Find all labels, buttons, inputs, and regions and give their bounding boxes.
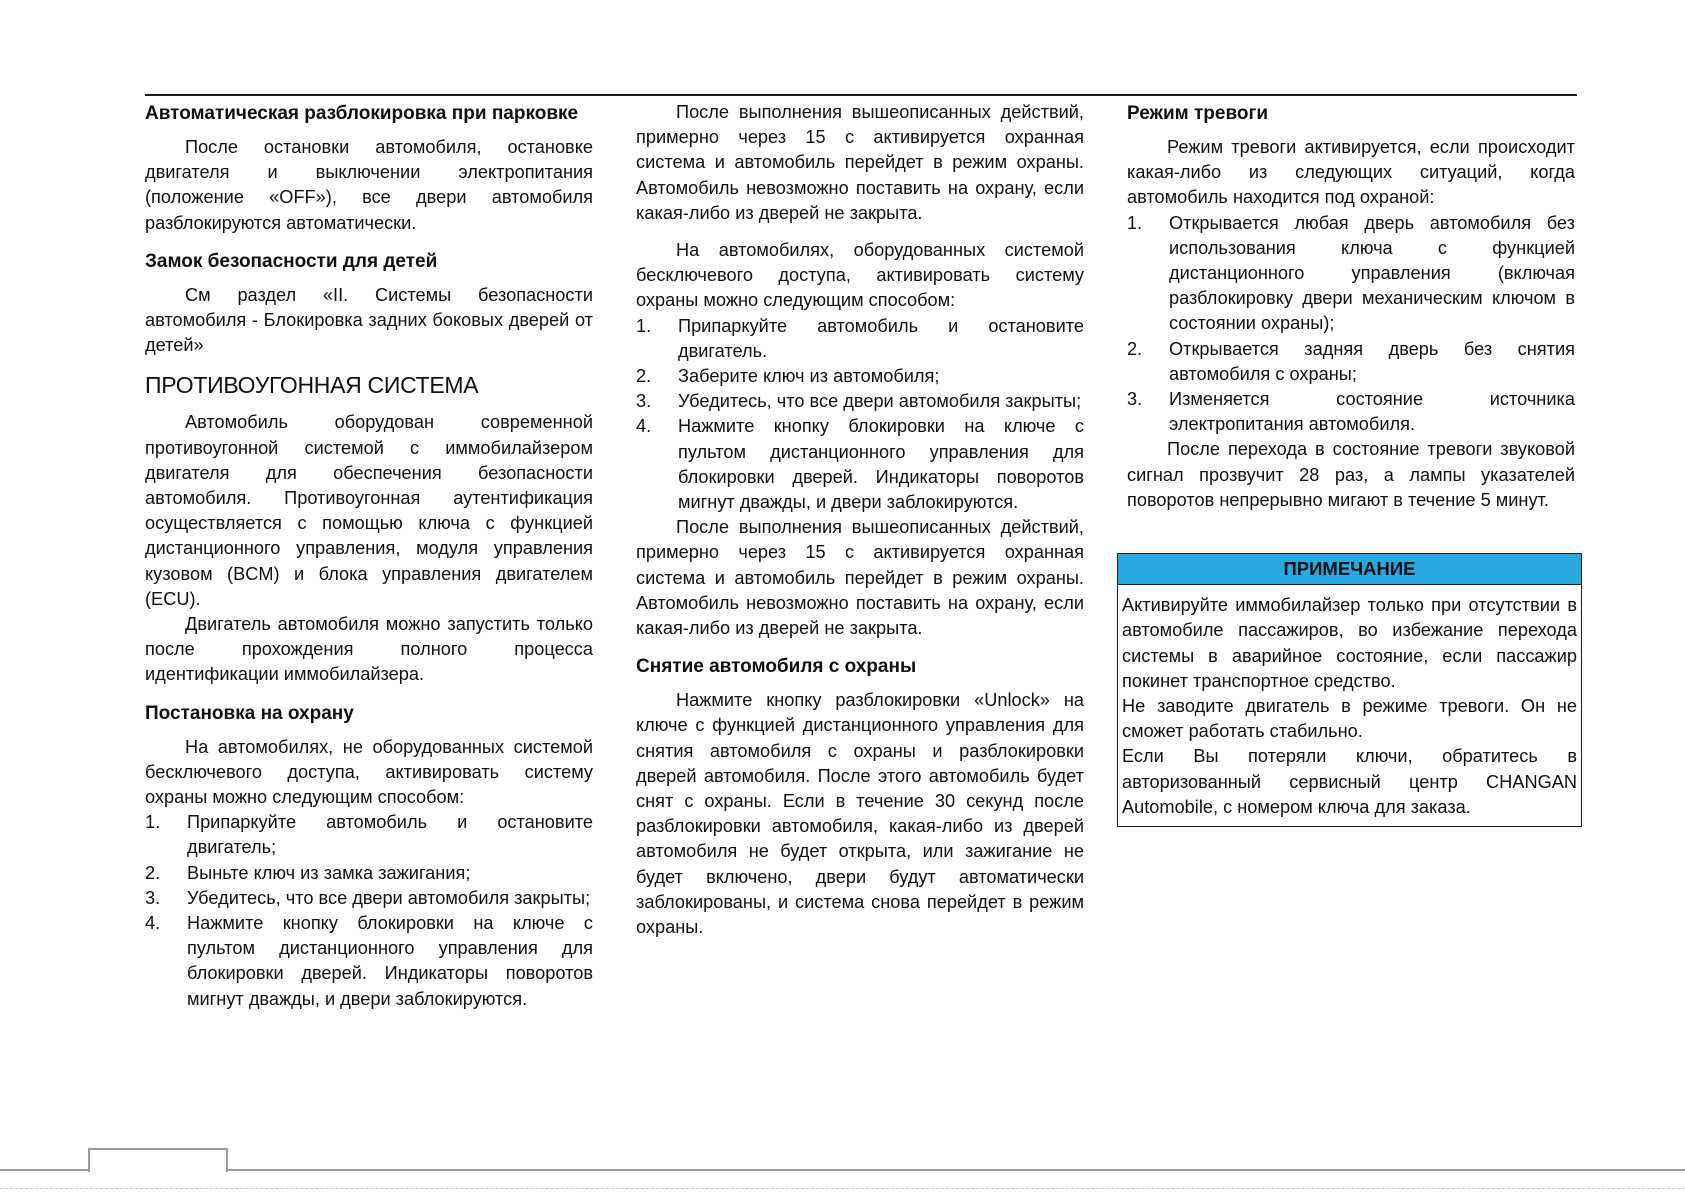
list-number: 2. <box>1127 338 1143 359</box>
heading-disarm: Снятие автомобиля с охраны <box>636 656 917 678</box>
list-number: 3. <box>145 887 161 908</box>
heading-auto-unlock: Автоматическая разблокировка при парковке <box>145 103 579 124</box>
paragraph-antitheft-1: Автомобиль оборудован современной противоугонной системой с иммобилайзером двигателя для обеспечения безопасности автомобиля. Противоугонная аутентификация осуществляется с помощью ключа с функцией дистанционного управления, модуля управления кузовом (BCM) и блока управления двигателем (ECU). <box>145 412 593 609</box>
note-body <box>1118 585 1581 826</box>
list-text: Убедитесь, что все двери автомобиля закрыты; <box>187 887 591 908</box>
list-item <box>145 886 593 911</box>
paragraph-after-arm-2: После выполнения вышеописанных действий, примерно через 15 с активируется охранная система и автомобиль перейдет в режим охраны. Автомобиль невозможно поставить на охрану, если какая-либо из дверей не закрыта. <box>636 517 1084 639</box>
list-text: Открывается задняя дверь без снятия автомобиля с охраны; <box>1169 338 1575 384</box>
paragraph-antitheft-2: Двигатель автомобиля можно запустить только после прохождения полного процесса идентификации иммобилайзера. <box>145 614 593 685</box>
note-paragraph-1: Активируйте иммобилайзер только при отсутствии в автомобиле пассажиров, во избежание перехода системы в аварийное состояние, если пассажир покинет транспортное средство. <box>1122 595 1577 691</box>
heading-child-lock: Замок безопасности для детей <box>145 250 438 272</box>
column-left <box>145 100 593 1012</box>
list-item <box>1127 211 1575 337</box>
list-item <box>636 389 1084 414</box>
paragraph-alarm-2: После перехода в состояние тревоги звуковой сигнал прозвучит 28 раз, а лампы указателей поворотов непрерывно мигают в течение 5 минут. <box>1127 439 1575 510</box>
list-number: 4. <box>145 913 161 934</box>
list-text: Выньте ключ из замка зажигания; <box>187 862 471 883</box>
top-rule <box>145 94 1577 96</box>
note-paragraph-2: Не заводите двигатель в режиме тревоги. Он не сможет работать стабильно. <box>1122 696 1577 742</box>
paragraph-keyless: На автомобилях, оборудованных системой бесключевого доступа, активировать систему охраны можно следующим способом: <box>636 240 1084 311</box>
note-paragraph-3: Если Вы потеряли ключи, обратитесь в авторизованный сервисный центр CHANGAN Automobile, с номером ключа для заказа. <box>1122 746 1577 817</box>
column-middle <box>636 100 1084 940</box>
list-number: 2. <box>145 862 161 883</box>
list-text: Убедитесь, что все двери автомобиля закрыты; <box>678 391 1082 412</box>
list-item <box>145 861 593 886</box>
list-number: 3. <box>1127 389 1143 410</box>
note-box <box>1117 553 1582 827</box>
list-item <box>145 810 593 860</box>
list-text: Нажмите кнопку блокировки на ключе с пультом дистанционного управления для блокировки дверей. Индикаторы поворотов мигнут дважды, и двери заблокируются. <box>678 416 1084 513</box>
list-number: 4. <box>636 416 652 437</box>
list-number: 1. <box>145 812 161 833</box>
paragraph-child-lock: См раздел «II. Системы безопасности автомобиля - Блокировка задних боковых дверей от детей» <box>145 284 593 356</box>
list-number: 1. <box>636 315 652 336</box>
list-text: Заберите ключ из автомобиля; <box>678 366 940 387</box>
heading-alarm: Режим тревоги <box>1127 103 1269 124</box>
paragraph-disarm: Нажмите кнопку разблокировки «Unlock» на ключе с функцией дистанционного управления для снятия автомобиля с охраны и разблокировки дверей автомобиля. После этого автомобиль будет снят с охраны. Если в течение 30 секунд после разблокировки автомобиля, какая-либо из дверей автомобиля не будет открыта, или зажигание не будет включено, двери будут автоматически заблокированы, и система снова перейдет в режим охраны. <box>636 690 1084 938</box>
page-number-tab <box>88 1148 228 1172</box>
list-number: 1. <box>1127 212 1143 233</box>
list-item <box>145 911 593 1012</box>
list-item <box>636 314 1084 364</box>
note-title: ПРИМЕЧАНИЕ <box>1118 554 1581 585</box>
list-text: Припаркуйте автомобиль и остановите двигатель. <box>678 315 1084 361</box>
paragraph-auto-unlock: После остановки автомобиля, остановке двигателя и выключении электропитания (положение «OFF»), все двери автомобиля разблокируются автоматически. <box>145 137 593 233</box>
paragraph-alarm: Режим тревоги активируется, если происходит какая-либо из следующих ситуаций, когда автомобиль находится под охраной: <box>1127 137 1575 208</box>
list-number: 2. <box>636 366 652 387</box>
paragraph-arm: На автомобилях, не оборудованных системой бесключевого доступа, активировать систему охраны можно следующим способом: <box>145 736 593 808</box>
paragraph-after-arm-1: После выполнения вышеописанных действий, примерно через 15 с активируется охранная система и автомобиль перейдет в режим охраны. Автомобиль невозможно поставить на охрану, если какая-либо из дверей не закрыта. <box>636 102 1084 223</box>
list-text: Нажмите кнопку блокировки на ключе с пультом дистанционного управления для блокировки дверей. Индикаторы поворотов мигнут дважды, и двери заблокируются. <box>187 913 593 1009</box>
heading-arm: Постановка на охрану <box>145 702 354 724</box>
list-item <box>1127 337 1575 387</box>
list-text: Изменяется состояние источника электропитания автомобиля. <box>1169 389 1575 435</box>
section-title-antitheft: ПРОТИВОУГОННАЯ СИСТЕМА <box>145 372 479 399</box>
column-right <box>1127 100 1575 513</box>
list-item <box>636 364 1084 389</box>
list-text: Припаркуйте автомобиль и остановите двигатель; <box>187 812 593 858</box>
list-item <box>1127 387 1575 437</box>
list-text: Открывается любая дверь автомобиля без использования ключа с функцией дистанционного управления (включая разблокировку двери механическим ключом в состоянии охраны); <box>1169 212 1575 334</box>
list-number: 3. <box>636 391 652 412</box>
list-item <box>636 414 1084 515</box>
footer-dashed-line <box>0 1188 1685 1190</box>
footer-line <box>0 1169 1685 1171</box>
